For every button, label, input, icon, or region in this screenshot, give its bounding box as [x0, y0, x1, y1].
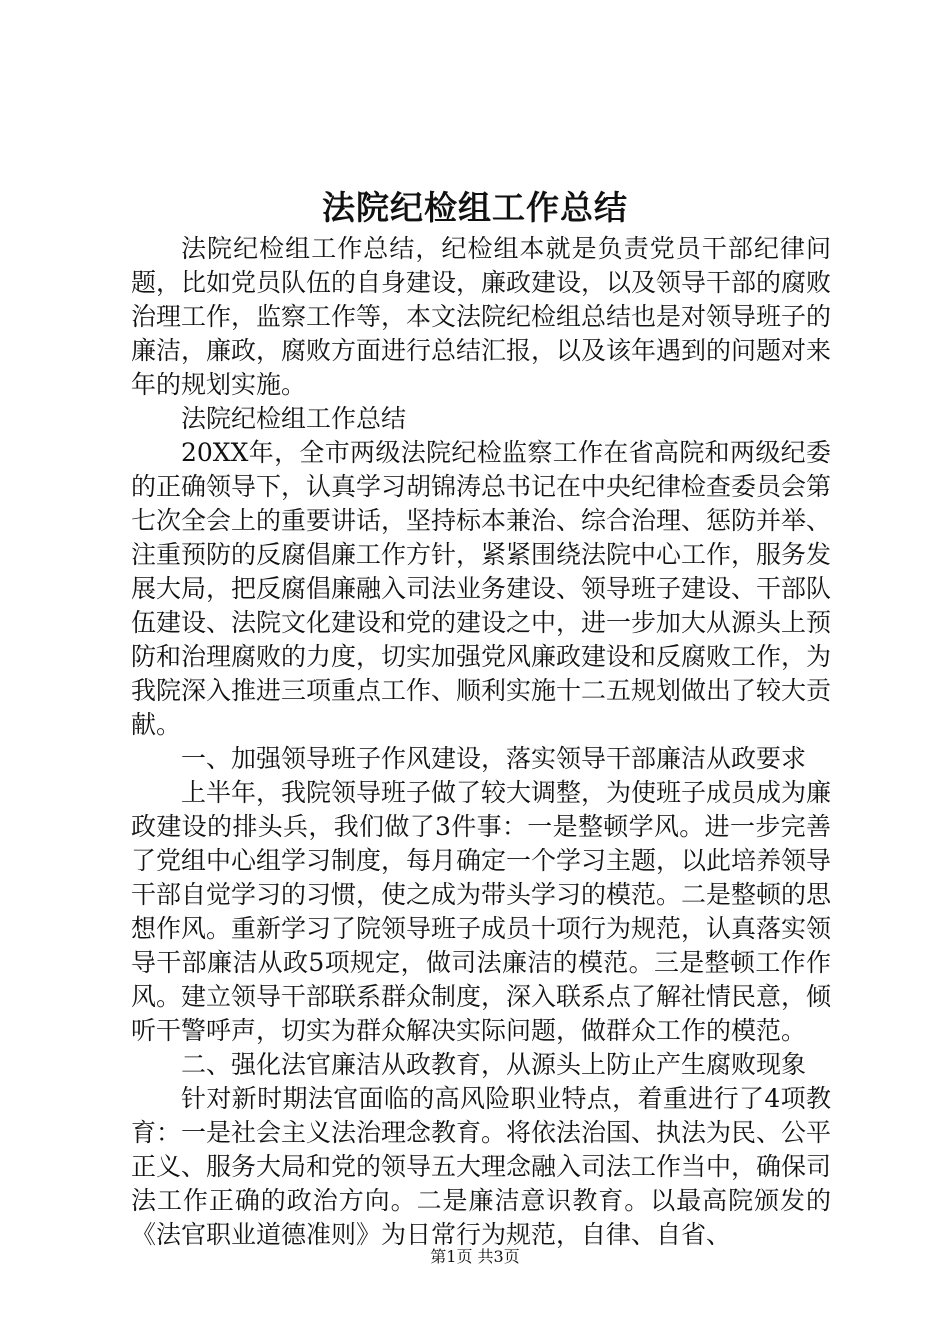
paragraph-subtitle: 法院纪检组工作总结 — [181, 404, 407, 433]
document-title: 法院纪检组工作总结 — [322, 188, 628, 227]
section-heading-1: 一、加强领导班子作风建设，落实领导干部廉洁从政要求 — [181, 744, 807, 773]
section-heading-2: 二、强化法官廉洁从政教育，从源头上防止产生腐败现象 — [181, 1050, 807, 1079]
page-footer: 第1页 共3页 — [430, 1247, 520, 1266]
paragraph-section-2: 针对新时期法官面临的高风险职业特点，着重进行了4项教育：一是社会主义法治理念教育。将依法治国、执法为民、公平正义、服务大局和党的领导五大理念融入司法工作当中，确保司法工作正确的政治方向。二是廉洁意识教育。以最高院颁发的《法官职业道德准则》为日常行为规范，自律、自省、 — [131, 1084, 832, 1249]
paragraph-overview: 20XX年，全市两级法院纪检监察工作在省高院和两级纪委的正确领导下，认真学习胡锦涛总书记在中央纪律检查委员会第七次全会上的重要讲话，坚持标本兼治、综合治理、惩防并举、注重预防的反腐倡廉工作方针，紧紧围绕法院中心工作，服务发展大局，把反腐倡廉融入司法业务建设、领导班子建设、干部队伍建设、法院文化建设和党的建设之中，进一步加大从源头上预防和治理腐败的力度，切实加强党风廉政建设和反腐败工作，为我院深入推进三项重点工作、顺利实施十二五规划做出了较大贡献。 — [131, 438, 832, 739]
paragraph-section-1: 上半年，我院领导班子做了较大调整，为使班子成员成为廉政建设的排头兵，我们做了3件事：一是整顿学风。进一步完善了党组中心组学习制度，每月确定一个学习主题，以此培养领导干部自觉学习的习惯，使之成为带头学习的模范。二是整顿的思想作风。重新学习了院领导班子成员十项行为规范，认真落实领导干部廉洁从政5项规定，做司法廉洁的模范。三是整顿工作作风。建立领导干部联系群众制度，深入联系点了解社情民意，倾听干警呼声，切实为群众解决实际问题，做群众工作的模范。 — [131, 778, 832, 1045]
paragraph-intro: 法院纪检组工作总结，纪检组本就是负责党员干部纪律问题，比如党员队伍的自身建设，廉政建设，以及领导干部的腐败治理工作，监察工作等，本文法院纪检组总结也是对领导班子的廉洁，廉政，腐败方面进行总结汇报，以及该年遇到的问题对来年的规划实施。 — [131, 234, 832, 399]
document-body — [131, 232, 831, 1252]
